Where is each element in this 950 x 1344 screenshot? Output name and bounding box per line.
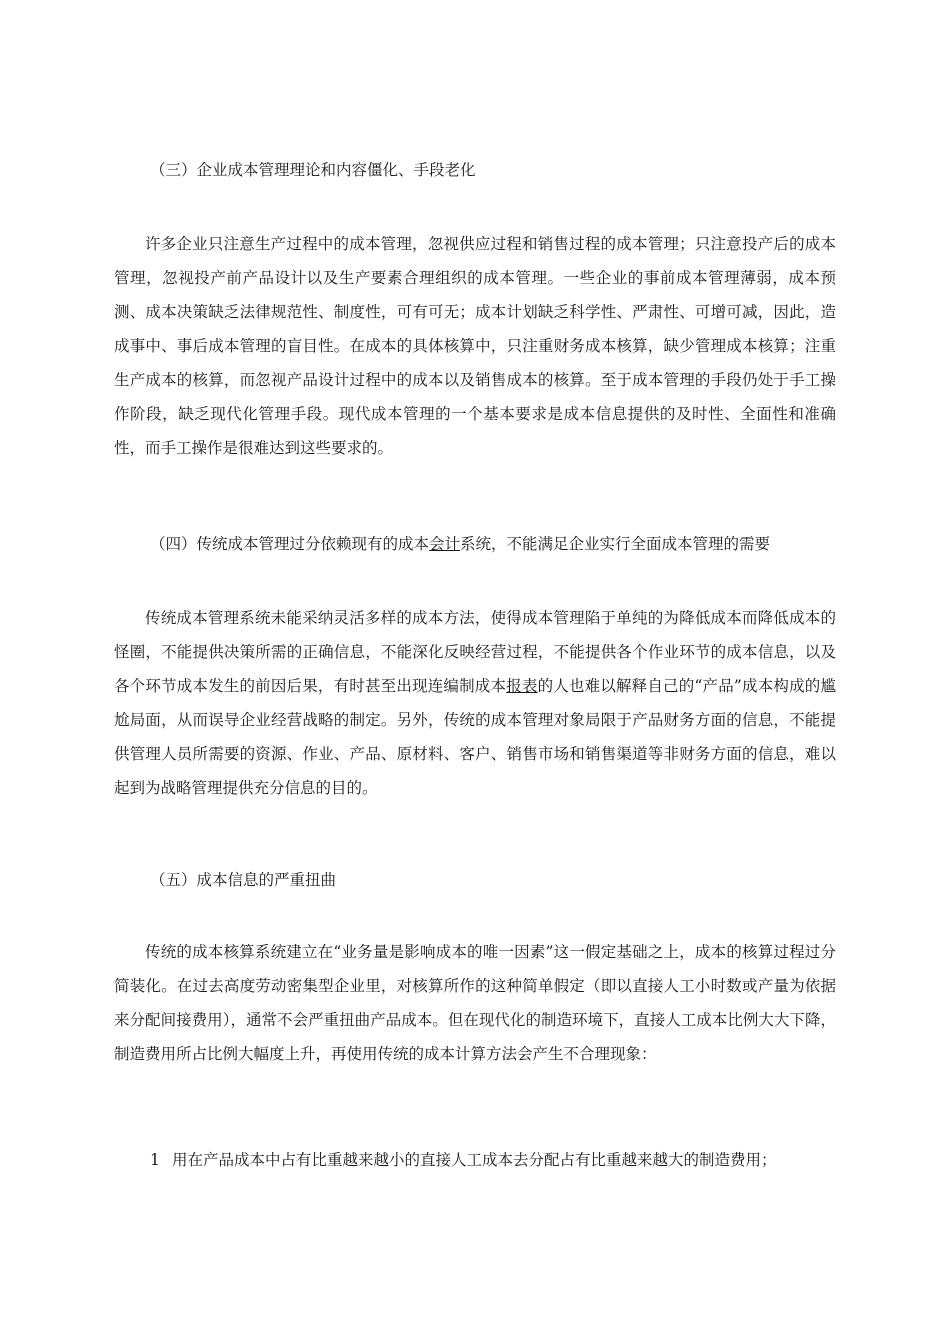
accounting-link[interactable]: 会计 (429, 535, 461, 553)
list-item-text: 用在产品成本中占有比重越来越小的直接人工成本去分配占有比重越来越大的制造费用； (172, 1151, 777, 1169)
list-item-1 (150, 1150, 850, 1170)
paragraph-4-text-pre: 传统成本管理系统未能采纳灵活多样的成本方法，使得成本管理陷于单纯的为降低成本而降低成本的怪圈，不能提供决策所需的正确信息，不能深化反映经营过程，不能提供各个作业环节的成本信息，以及各个环节成本发生的前因后果，有时甚至出现连编制成本 (114, 609, 836, 695)
section-heading-4 (150, 534, 850, 554)
list-item-number: 1 (150, 1151, 160, 1169)
heading-4-text-post: 系统，不能满足企业实行全面成本管理的需要 (460, 535, 771, 553)
section-paragraph-4 (114, 601, 836, 805)
report-link[interactable]: 报表 (506, 677, 538, 695)
section-heading-3: （三）企业成本管理理论和内容僵化、手段老化 (150, 161, 476, 179)
heading-4-text-pre: （四）传统成本管理过分依赖现有的成本 (150, 535, 430, 553)
section-paragraph-3: 许多企业只注意生产过程中的成本管理，忽视供应过程和销售过程的成本管理；只注意投产后的成本管理，忽视投产前产品设计以及生产要素合理组织的成本管理。一些企业的事前成本管理薄弱，成本预测、成本决策缺乏法律规范性、制度性，可有可无；成本计划缺乏科学性、严肃性、可增可减，因此，造成事中、事后成本管理的盲目性。在成本的具体核算中，只注重财务成本核算，缺少管理成本核算；注重生产成本的核算，而忽视产品设计过程中的成本以及销售成本的核算。至于成本管理的手段仍处于手工操作阶段，缺乏现代化管理手段。现代成本管理的一个基本要求是成本信息提供的及时性、全面性和准确性，而手工操作是很难达到这些要求的。 (114, 235, 836, 457)
section-paragraph-5: 传统的成本核算系统建立在“业务量是影响成本的唯一因素”这一假定基础之上，成本的核算过程过分简装化。在过去高度劳动密集型企业里，对核算所作的这种简单假定（即以直接人工小时数或产量为依据来分配间接费用），通常不会严重扭曲产品成本。但在现代化的制造环境下，直接人工成本比例大大下降，制造费用所占比例大幅度上升，再使用传统的成本计算方法会产生不合理现象： (114, 943, 836, 1063)
section-heading-5: （五）成本信息的严重扭曲 (150, 871, 337, 889)
paragraph-4-text-post: 的人也难以解释自己的“产品”成本构成的尴尬局面，从而误导企业经营战略的制定。另外，传统的成本管理对象局限于产品财务方面的信息，不能提供管理人员所需要的资源、作业、产品、原材料、客户、销售市场和销售渠道等非财务方面的信息，难以起到为战略管理提供充分信息的目的。 (114, 677, 836, 797)
